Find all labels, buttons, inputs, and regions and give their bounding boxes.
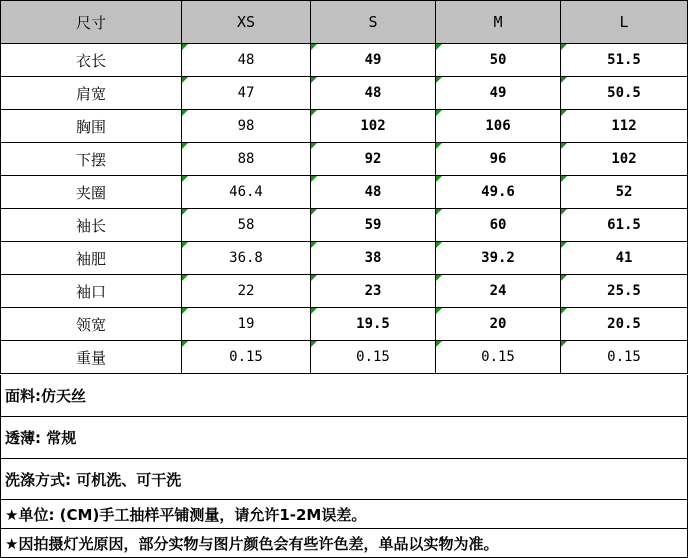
cell-marker-icon	[436, 275, 442, 281]
cell-marker-icon	[311, 77, 317, 83]
cell-marker-icon	[311, 275, 317, 281]
table-row	[0, 143, 688, 176]
size-value: 38	[364, 250, 382, 266]
size-value: 0.15	[481, 349, 515, 365]
size-value: 49	[489, 85, 507, 101]
size-value-cell	[436, 341, 561, 374]
size-value-cell	[436, 176, 561, 209]
size-value: 19	[237, 316, 255, 332]
size-value: 47	[237, 85, 255, 101]
size-value: 88	[237, 151, 255, 167]
cell-marker-icon	[182, 176, 188, 182]
size-value-cell	[182, 77, 311, 110]
size-value-cell	[436, 44, 561, 77]
cell-marker-icon	[436, 341, 442, 347]
cell-marker-icon	[311, 143, 317, 149]
unit-note: ★单位: (CM)手工抽样平铺测量，请允许1-2M误差。	[0, 500, 688, 529]
washing-note: 洗涤方式: 可机洗、可干洗	[0, 459, 688, 500]
table-row	[0, 341, 688, 374]
size-value-cell	[561, 176, 688, 209]
size-value: 0.15	[229, 349, 263, 365]
size-value-cell	[436, 77, 561, 110]
table-row	[0, 275, 688, 308]
size-value: 23	[364, 283, 382, 299]
table-row	[0, 209, 688, 242]
cell-marker-icon	[311, 308, 317, 314]
header-size: 尺寸	[0, 0, 182, 44]
cell-marker-icon	[182, 44, 188, 50]
size-value: 58	[237, 217, 255, 233]
cell-marker-icon	[436, 110, 442, 116]
size-value-cell	[182, 341, 311, 374]
size-value-cell	[182, 209, 311, 242]
header-xs: XS	[182, 0, 311, 44]
cell-marker-icon	[182, 143, 188, 149]
size-value: 98	[237, 118, 255, 134]
sheer-note: 透薄: 常规	[0, 417, 688, 459]
cell-marker-icon	[311, 176, 317, 182]
cell-marker-icon	[561, 176, 567, 182]
cell-marker-icon	[436, 176, 442, 182]
cell-marker-icon	[561, 143, 567, 149]
cell-marker-icon	[311, 242, 317, 248]
table-header-row	[0, 0, 688, 44]
cell-marker-icon	[436, 308, 442, 314]
size-value-cell	[182, 242, 311, 275]
cell-marker-icon	[561, 209, 567, 215]
size-value-cell	[561, 110, 688, 143]
size-value: 102	[360, 118, 386, 134]
row-label: 袖肥	[0, 242, 182, 275]
size-value: 59	[364, 217, 382, 233]
size-value: 50.5	[607, 85, 641, 101]
size-value: 20.5	[607, 316, 641, 332]
size-value: 51.5	[607, 52, 641, 68]
row-label: 袖长	[0, 209, 182, 242]
size-value-cell	[311, 143, 436, 176]
size-value: 39.2	[481, 250, 515, 266]
cell-marker-icon	[561, 341, 567, 347]
cell-marker-icon	[311, 341, 317, 347]
size-value-cell	[436, 143, 561, 176]
cell-marker-icon	[311, 110, 317, 116]
cell-marker-icon	[182, 308, 188, 314]
row-label: 衣长	[0, 44, 182, 77]
header-s: S	[311, 0, 436, 44]
size-value-cell	[561, 275, 688, 308]
size-value-cell	[436, 110, 561, 143]
size-value: 46.4	[229, 184, 263, 200]
size-value: 92	[364, 151, 382, 167]
size-value: 60	[489, 217, 507, 233]
size-value-cell	[182, 308, 311, 341]
size-value-cell	[561, 341, 688, 374]
size-value-cell	[561, 44, 688, 77]
cell-marker-icon	[182, 209, 188, 215]
cell-marker-icon	[561, 110, 567, 116]
cell-marker-icon	[561, 77, 567, 83]
header-l: L	[561, 0, 688, 44]
size-value: 19.5	[356, 316, 390, 332]
cell-marker-icon	[182, 77, 188, 83]
table-row	[0, 110, 688, 143]
size-value-cell	[436, 275, 561, 308]
size-value: 49.6	[481, 184, 515, 200]
cell-marker-icon	[561, 275, 567, 281]
row-label: 肩宽	[0, 77, 182, 110]
size-value-cell	[436, 209, 561, 242]
size-value-cell	[182, 44, 311, 77]
size-value: 20	[489, 316, 507, 332]
size-value-cell	[182, 176, 311, 209]
cell-marker-icon	[561, 308, 567, 314]
size-value: 22	[237, 283, 255, 299]
size-value-cell	[436, 242, 561, 275]
header-m: M	[436, 0, 561, 44]
size-value-cell	[311, 209, 436, 242]
row-label: 袖口	[0, 275, 182, 308]
row-label: 夹圈	[0, 176, 182, 209]
row-label: 领宽	[0, 308, 182, 341]
size-value: 25.5	[607, 283, 641, 299]
cell-marker-icon	[436, 44, 442, 50]
size-value-cell	[311, 242, 436, 275]
cell-marker-icon	[436, 209, 442, 215]
size-value-cell	[561, 209, 688, 242]
table-row	[0, 308, 688, 341]
size-value-cell	[436, 308, 561, 341]
cell-marker-icon	[436, 143, 442, 149]
size-value: 0.15	[607, 349, 641, 365]
row-label: 胸围	[0, 110, 182, 143]
fabric-note: 面料:仿天丝	[0, 375, 688, 417]
lighting-note: ★因拍摄灯光原因，部分实物与图片颜色会有些许色差，单品以实物为准。	[0, 529, 688, 558]
cell-marker-icon	[311, 44, 317, 50]
size-value: 112	[611, 118, 637, 134]
size-value-cell	[311, 110, 436, 143]
size-value: 50	[489, 52, 507, 68]
size-value-cell	[182, 275, 311, 308]
size-value: 41	[615, 250, 633, 266]
size-value-cell	[561, 143, 688, 176]
size-value-cell	[311, 77, 436, 110]
size-value-cell	[561, 77, 688, 110]
size-value-cell	[311, 176, 436, 209]
size-value-cell	[182, 110, 311, 143]
size-value: 52	[615, 184, 633, 200]
table-row	[0, 77, 688, 110]
cell-marker-icon	[182, 275, 188, 281]
size-value-cell	[561, 308, 688, 341]
table-row	[0, 176, 688, 209]
cell-marker-icon	[561, 44, 567, 50]
size-value: 49	[364, 52, 382, 68]
row-label: 重量	[0, 341, 182, 374]
cell-marker-icon	[182, 242, 188, 248]
size-value-cell	[182, 143, 311, 176]
size-value-cell	[561, 242, 688, 275]
size-value: 48	[364, 184, 382, 200]
size-value: 0.15	[356, 349, 390, 365]
row-label: 下摆	[0, 143, 182, 176]
cell-marker-icon	[182, 110, 188, 116]
size-value: 48	[237, 52, 255, 68]
size-value-cell	[311, 275, 436, 308]
cell-marker-icon	[561, 242, 567, 248]
cell-marker-icon	[436, 242, 442, 248]
size-value-cell	[311, 308, 436, 341]
size-value-cell	[311, 44, 436, 77]
cell-marker-icon	[182, 341, 188, 347]
table-row	[0, 44, 688, 77]
size-value: 106	[485, 118, 511, 134]
size-value: 61.5	[607, 217, 641, 233]
size-value: 96	[489, 151, 507, 167]
size-value: 48	[364, 85, 382, 101]
size-value-cell	[311, 341, 436, 374]
size-value: 102	[611, 151, 637, 167]
size-value: 36.8	[229, 250, 263, 266]
cell-marker-icon	[436, 77, 442, 83]
cell-marker-icon	[311, 209, 317, 215]
table-row	[0, 242, 688, 275]
size-value: 24	[489, 283, 507, 299]
